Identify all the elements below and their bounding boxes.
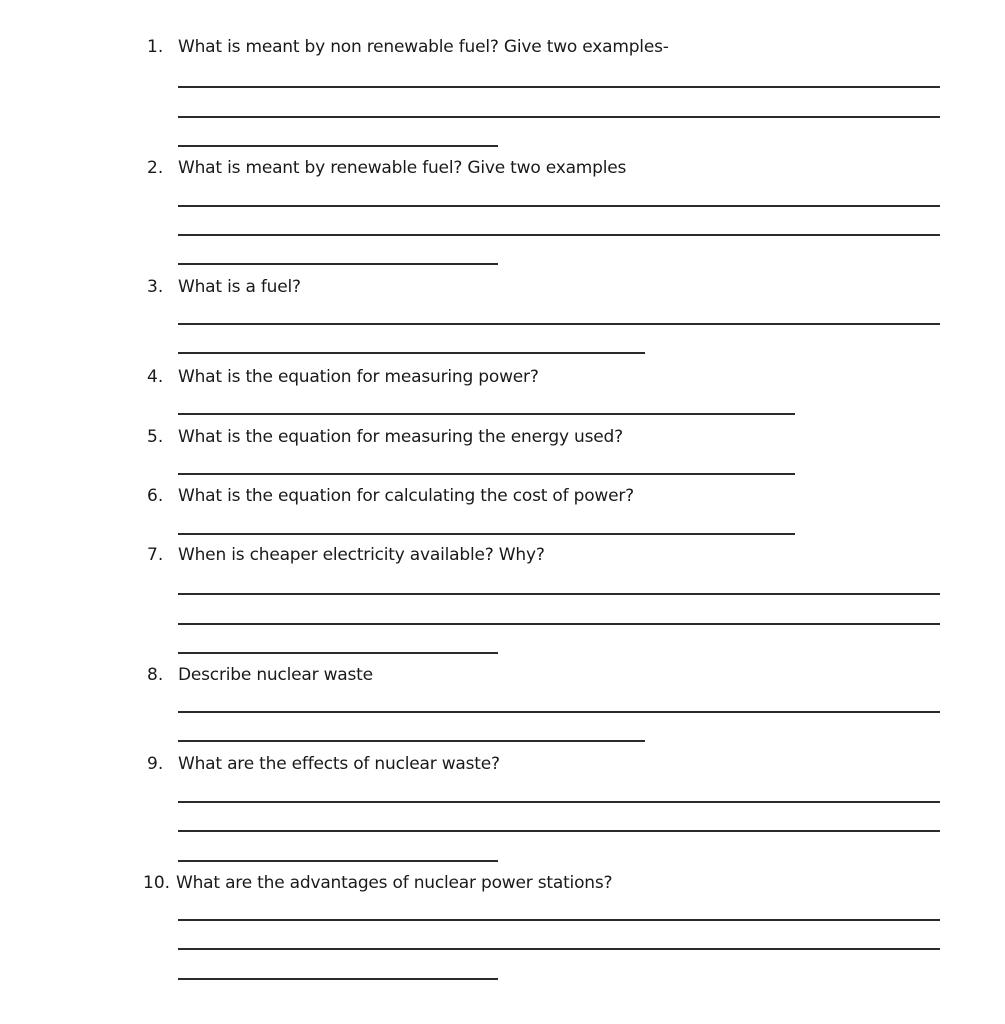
question-text: What is the equation for measuring power?	[178, 367, 539, 387]
answer-line[interactable]	[178, 623, 940, 625]
answer-line[interactable]	[178, 205, 940, 207]
question-text: Describe nuclear waste	[178, 665, 373, 685]
answer-line[interactable]	[178, 352, 645, 354]
question-text: What is meant by renewable fuel? Give two examples	[178, 158, 627, 178]
answer-line[interactable]	[178, 652, 498, 654]
question-number: 1.	[147, 37, 164, 57]
answer-line[interactable]	[178, 116, 940, 118]
question-text: What are the advantages of nuclear power stations?	[176, 873, 613, 893]
answer-line[interactable]	[178, 948, 940, 950]
answer-line[interactable]	[178, 711, 940, 713]
question-number: 4.	[147, 367, 164, 387]
answer-line[interactable]	[178, 593, 940, 595]
answer-line[interactable]	[178, 801, 940, 803]
question-text: What is the equation for measuring the energy used?	[178, 427, 623, 447]
question-number: 9.	[147, 754, 164, 774]
answer-line[interactable]	[178, 234, 940, 236]
question-text: What is meant by non renewable fuel? Give two examples-	[178, 37, 669, 57]
answer-line[interactable]	[178, 413, 795, 415]
question-number: 3.	[147, 277, 164, 297]
answer-line[interactable]	[178, 533, 795, 535]
answer-line[interactable]	[178, 263, 498, 265]
question-number: 5.	[147, 427, 164, 447]
question-text: What is a fuel?	[178, 277, 301, 297]
question-text: What is the equation for calculating the cost of power?	[178, 486, 634, 506]
question-number: 10.	[143, 873, 171, 893]
question-number: 2.	[147, 158, 164, 178]
question-text: What are the effects of nuclear waste?	[178, 754, 500, 774]
question-number: 8.	[147, 665, 164, 685]
answer-line[interactable]	[178, 86, 940, 88]
answer-line[interactable]	[178, 323, 940, 325]
answer-line[interactable]	[178, 740, 645, 742]
question-number: 6.	[147, 486, 164, 506]
answer-line[interactable]	[178, 860, 498, 862]
question-number: 7.	[147, 545, 164, 565]
answer-line[interactable]	[178, 978, 498, 980]
answer-line[interactable]	[178, 145, 498, 147]
question-text: When is cheaper electricity available? Why?	[178, 545, 545, 565]
answer-line[interactable]	[178, 830, 940, 832]
answer-line[interactable]	[178, 473, 795, 475]
answer-line[interactable]	[178, 919, 940, 921]
